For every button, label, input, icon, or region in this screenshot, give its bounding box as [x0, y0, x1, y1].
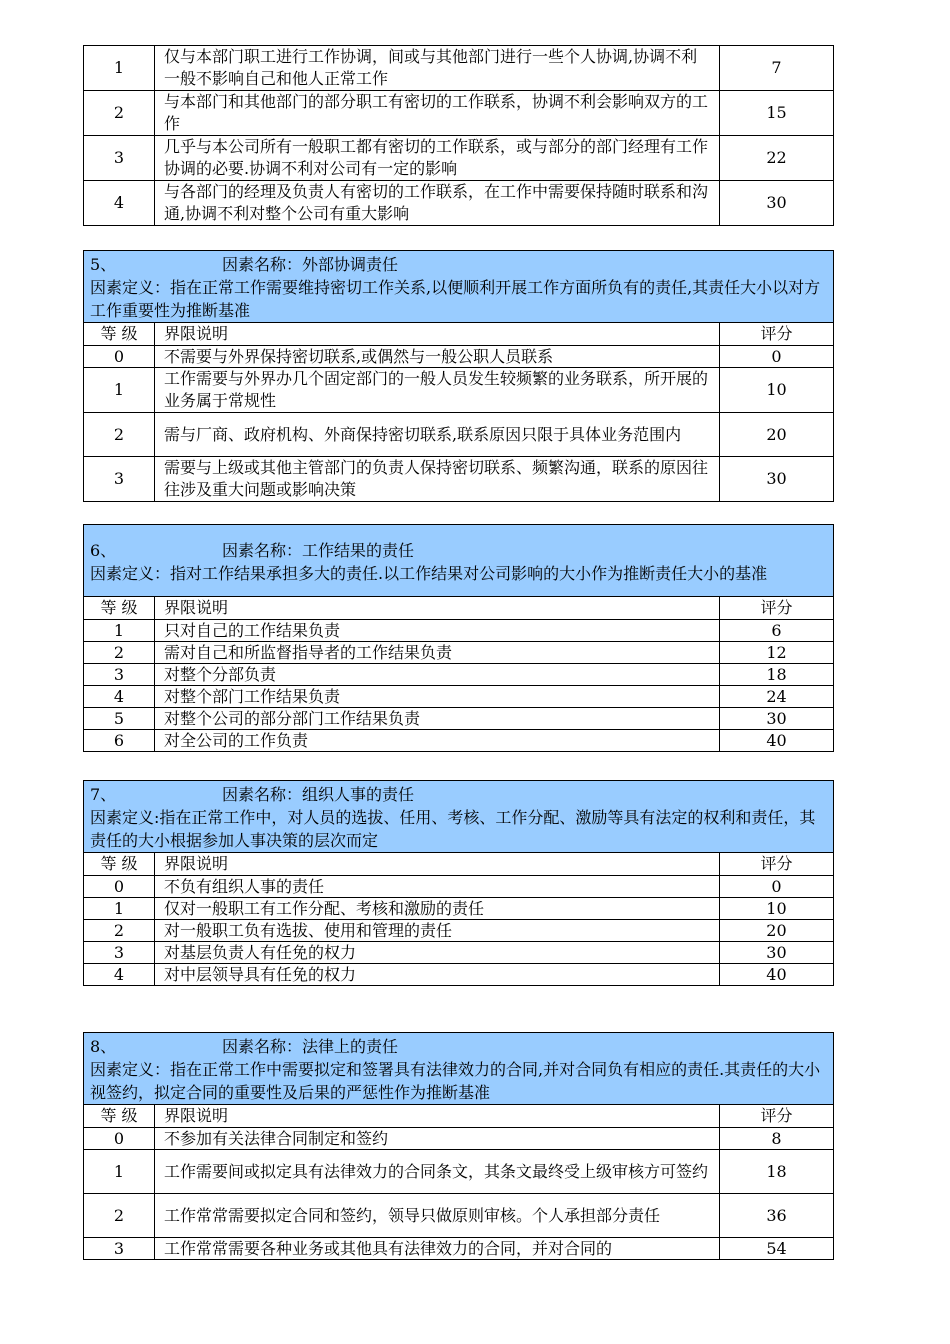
score-cell: 36 [720, 1194, 834, 1238]
level-cell: 4 [84, 686, 155, 708]
score-cell: 0 [719, 876, 833, 898]
table-row [84, 964, 834, 986]
table-row [84, 46, 834, 91]
table-row [84, 876, 834, 898]
column-header-level: 等 级 [84, 853, 155, 876]
level-cell: 0 [84, 1128, 155, 1150]
level-cell: 3 [84, 942, 155, 964]
level-cell: 4 [84, 181, 155, 226]
description-cell: 不负有组织人事的责任 [155, 876, 720, 898]
description-cell: 与各部门的经理及负责人有密切的工作联系，在工作中需要保持随时联系和沟通,协调不利对整个公司有重大影响 [155, 181, 720, 226]
column-header-score: 评分 [720, 1105, 834, 1128]
description-cell: 对中层领导具有任免的权力 [155, 964, 720, 986]
table-row [84, 1238, 834, 1260]
score-cell: 30 [719, 942, 833, 964]
score-cell: 40 [720, 730, 834, 752]
description-cell: 只对自己的工作结果负责 [155, 620, 720, 642]
column-header-level: 等 级 [84, 323, 155, 346]
level-cell: 2 [84, 1194, 155, 1238]
table-row [84, 642, 834, 664]
table-row [84, 942, 834, 964]
table-row [84, 413, 834, 457]
score-cell: 54 [720, 1238, 834, 1260]
score-cell: 8 [720, 1128, 834, 1150]
table-row [84, 1194, 834, 1238]
factor-5-table [83, 250, 834, 502]
factor-8-table [83, 1032, 834, 1260]
table-row [84, 457, 834, 502]
level-cell: 1 [84, 1150, 155, 1194]
column-header-row [84, 323, 834, 346]
score-cell: 0 [720, 346, 834, 368]
level-cell: 1 [84, 620, 155, 642]
factor-number: 7、 [90, 785, 117, 804]
level-cell: 3 [84, 136, 155, 181]
table-row [84, 346, 834, 368]
level-cell: 5 [84, 708, 155, 730]
score-cell: 18 [720, 1150, 834, 1194]
description-cell: 对整个分部负责 [155, 664, 720, 686]
level-cell: 6 [84, 730, 155, 752]
description-cell: 几乎与本公司所有一般职工都有密切的工作联系，或与部分的部门经理有工作协调的必要.协调不利对公司有一定的影响 [155, 136, 720, 181]
score-cell: 20 [719, 920, 833, 942]
description-cell: 对整个部门工作结果负责 [155, 686, 720, 708]
factor-header-cell [84, 251, 834, 323]
column-header-row [84, 853, 834, 876]
coordination-table [83, 45, 834, 226]
factor-number: 8、 [90, 1037, 117, 1056]
column-header-row [84, 597, 834, 620]
column-header-description: 界限说明 [155, 597, 720, 620]
column-header-level: 等 级 [84, 1105, 155, 1128]
factor-header [84, 1033, 834, 1105]
factor-header [84, 781, 834, 853]
level-cell: 3 [84, 1238, 155, 1260]
factor-header-cell [84, 1033, 834, 1105]
table-row [84, 708, 834, 730]
table-row [84, 920, 834, 942]
column-header-row [84, 1105, 834, 1128]
factor-header-cell [84, 781, 834, 853]
description-cell: 对整个公司的部分部门工作结果负责 [155, 708, 720, 730]
description-cell: 对全公司的工作负责 [155, 730, 720, 752]
level-cell: 3 [84, 457, 155, 502]
table-row [84, 368, 834, 413]
factor-7-table [83, 780, 834, 986]
factor-definition: 因素定义：指在正常工作需要维持密切工作关系,以便顺利开展工作方面所负有的责任,其责任大小以对方工作重要性为推断基准 [90, 278, 821, 320]
table-row [84, 620, 834, 642]
description-cell: 工作需要与外界办几个固定部门的一般人员发生较频繁的业务联系，所开展的业务属于常规性 [155, 368, 720, 413]
level-cell: 2 [84, 642, 155, 664]
table-row [84, 181, 834, 226]
column-header-description: 界限说明 [155, 853, 720, 876]
description-cell: 对一般职工负有选拔、使用和管理的责任 [155, 920, 720, 942]
column-header-description: 界限说明 [155, 323, 720, 346]
table-row [84, 1150, 834, 1194]
score-cell: 24 [720, 686, 834, 708]
factor-name: 因素名称：组织人事的责任 [222, 785, 415, 804]
column-header-level: 等 级 [84, 597, 155, 620]
factor-definition: 因素定义：指对工作结果承担多大的责任.以工作结果对公司影响的大小作为推断责任大小的基准 [90, 563, 768, 583]
score-cell: 40 [719, 964, 833, 986]
factor-name: 因素名称：工作结果的责任 [222, 540, 415, 560]
score-cell: 7 [720, 46, 834, 91]
description-cell: 仅对一般职工有工作分配、考核和激励的责任 [155, 898, 720, 920]
level-cell: 0 [84, 876, 155, 898]
factor-6-table [83, 524, 834, 752]
score-cell: 20 [720, 413, 834, 457]
description-cell: 仅与本部门职工进行工作协调，间或与其他部门进行一些个人协调,协调不利一般不影响自己和他人正常工作 [155, 46, 720, 91]
table-row [84, 136, 834, 181]
factor-header [84, 525, 834, 597]
factor-header-cell [84, 525, 834, 597]
level-cell: 0 [84, 346, 155, 368]
table-row [84, 664, 834, 686]
column-header-description: 界限说明 [155, 1105, 720, 1128]
description-cell: 与本部门和其他部门的部分职工有密切的工作联系，协调不利会影响双方的工作 [155, 91, 720, 136]
table-row [84, 730, 834, 752]
level-cell: 1 [84, 46, 155, 91]
level-cell: 2 [84, 413, 155, 457]
score-cell: 10 [720, 368, 834, 413]
description-cell: 工作常常需要各种业务或其他具有法律效力的合同，并对合同的 [155, 1238, 720, 1260]
level-cell: 1 [84, 368, 155, 413]
score-cell: 30 [720, 457, 834, 502]
description-cell: 需要与上级或其他主管部门的负责人保持密切联系、频繁沟通，联系的原因往往涉及重大问题或影响决策 [155, 457, 720, 502]
column-header-score: 评分 [720, 323, 834, 346]
column-header-score: 评分 [719, 853, 833, 876]
level-cell: 3 [84, 664, 155, 686]
description-cell: 对基层负责人有任免的权力 [155, 942, 720, 964]
factor-number: 5、 [90, 255, 117, 274]
column-header-score: 评分 [720, 597, 834, 620]
score-cell: 15 [720, 91, 834, 136]
description-cell: 工作需要间或拟定具有法律效力的合同条文，其条文最终受上级审核方可签约 [155, 1150, 720, 1194]
level-cell: 2 [84, 920, 155, 942]
description-cell: 不参加有关法律合同制定和签约 [155, 1128, 720, 1150]
description-cell: 不需要与外界保持密切联系,或偶然与一般公职人员联系 [155, 346, 720, 368]
factor-name: 因素名称：法律上的责任 [222, 1037, 399, 1056]
score-cell: 6 [720, 620, 834, 642]
level-cell: 4 [84, 964, 155, 986]
factor-definition: 因素定义:指在正常工作中，对人员的选拔、任用、考核、工作分配、激励等具有法定的权利和责任，其责任的大小根据参加人事决策的层次而定 [90, 808, 816, 850]
level-cell: 1 [84, 898, 155, 920]
factor-name: 因素名称：外部协调责任 [222, 255, 399, 274]
description-cell: 工作常常需要拟定合同和签约，领导只做原则审核。个人承担部分责任 [155, 1194, 720, 1238]
description-cell: 需对自己和所监督指导者的工作结果负责 [155, 642, 720, 664]
score-cell: 12 [720, 642, 834, 664]
factor-header [84, 251, 834, 323]
table-row [84, 1128, 834, 1150]
factor-number: 6、 [90, 540, 117, 560]
table-row [84, 91, 834, 136]
score-cell: 10 [719, 898, 833, 920]
table-row [84, 898, 834, 920]
score-cell: 18 [720, 664, 834, 686]
score-cell: 30 [720, 708, 834, 730]
table-row [84, 686, 834, 708]
factor-definition: 因素定义：指在正常工作中需要拟定和签署具有法律效力的合同,并对合同负有相应的责任.其责任的大小视签约，拟定合同的重要性及后果的严惩性作为推断基准 [90, 1060, 821, 1102]
score-cell: 22 [720, 136, 834, 181]
description-cell: 需与厂商、政府机构、外商保持密切联系,联系原因只限于具体业务范围内 [155, 413, 720, 457]
level-cell: 2 [84, 91, 155, 136]
score-cell: 30 [720, 181, 834, 226]
